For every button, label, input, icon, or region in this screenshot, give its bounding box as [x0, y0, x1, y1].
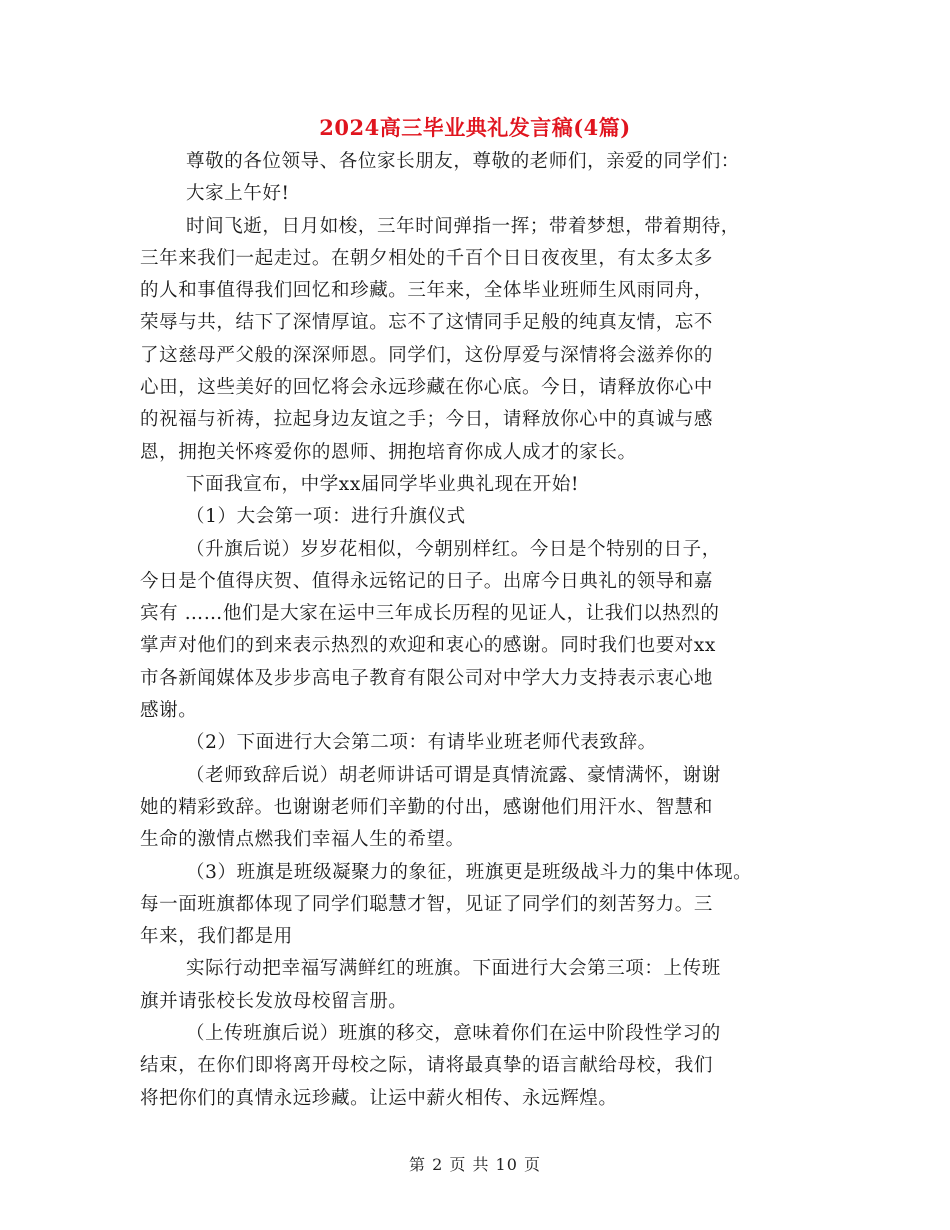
text-line: 下面我宣布，中学xx届同学毕业典礼现在开始! [186, 473, 580, 495]
page-number-footer: 第 2 页 共 10 页 [409, 1155, 541, 1174]
text-line: 结束，在你们即将离开母校之际，请将最真挚的语言献给母校，我们 [140, 1055, 714, 1077]
text-line: 了这慈母严父般的深深师恩。同学们，这份厚爱与深情将会滋养你的 [140, 344, 714, 366]
text-line: （老师致辞后说）胡老师讲话可谓是真情流露、豪情满怀，谢谢 [186, 764, 721, 786]
text-line: （上传班旗后说）班旗的移交，意味着你们在运中阶段性学习的 [186, 1023, 721, 1045]
text-line: （2）下面进行大会第二项：有请毕业班老师代表致辞。 [186, 732, 657, 754]
text-line: 市各新闻媒体及步步高电子教育有限公司对中学大力支持表示衷心地 [140, 667, 714, 689]
text-line: （升旗后说）岁岁花相似，今朝别样红。今日是个特别的日子， [186, 538, 721, 560]
text-line: 旗并请张校长发放母校留言册。 [140, 990, 408, 1012]
text-line: 将把你们的真情永远珍藏。让运中薪火相传、永远辉煌。 [140, 1087, 618, 1109]
text-line: 心田，这些美好的回忆将会永远珍藏在你心底。今日，请释放你心中 [140, 377, 714, 399]
text-line: 的人和事值得我们回忆和珍藏。三年来，全体毕业班师生风雨同舟， [140, 280, 714, 302]
text-line: 荣辱与共，结下了深情厚谊。忘不了这情同手足般的纯真友情，忘不 [140, 312, 714, 334]
text-line: 恩，拥抱关怀疼爱你的恩师、拥抱培育你成人成才的家长。 [140, 441, 637, 463]
text-line: 宾有 ……他们是大家在运中三年成长历程的见证人，让我们以热烈的 [140, 603, 720, 625]
text-line: （3）班旗是班级凝聚力的象征，班旗更是班级战斗力的集中体现。 [186, 861, 753, 883]
text-line: 实际行动把幸福写满鲜红的班旗。下面进行大会第三项：上传班 [186, 958, 721, 980]
text-line: 大家上午好! [186, 183, 290, 205]
document-body [140, 146, 830, 1115]
document-title: 2024高三毕业典礼发言稿(4篇) [319, 115, 631, 140]
text-line: 的祝福与祈祷，拉起身边友谊之手；今日，请释放你心中的真诚与感 [140, 409, 714, 431]
text-line: 三年来我们一起走过。在朝夕相处的千百个日日夜夜里，有太多太多 [140, 247, 714, 269]
text-line: 尊敬的各位领导、各位家长朋友，尊敬的老师们，亲爱的同学们： [186, 151, 740, 172]
text-line: 生命的激情点燃我们幸福人生的希望。 [140, 829, 465, 851]
text-line: （1）大会第一项：进行升旗仪式 [186, 506, 466, 528]
text-line: 掌声对他们的到来表示热烈的欢迎和衷心的感谢。同时我们也要对xx [140, 635, 716, 657]
text-line: 她的精彩致辞。也谢谢老师们辛勤的付出，感谢他们用汗水、智慧和 [140, 796, 714, 818]
text-line: 时间飞逝，日月如梭，三年时间弹指一挥；带着梦想，带着期待， [186, 215, 740, 237]
text-line: 今日是个值得庆贺、值得永远铭记的日子。出席今日典礼的领导和嘉 [140, 570, 714, 592]
text-line: 年来，我们都是用 [140, 926, 293, 948]
text-line: 每一面班旗都体现了同学们聪慧才智，见证了同学们的刻苦努力。三 [140, 893, 714, 915]
text-line: 感谢。 [140, 700, 198, 722]
